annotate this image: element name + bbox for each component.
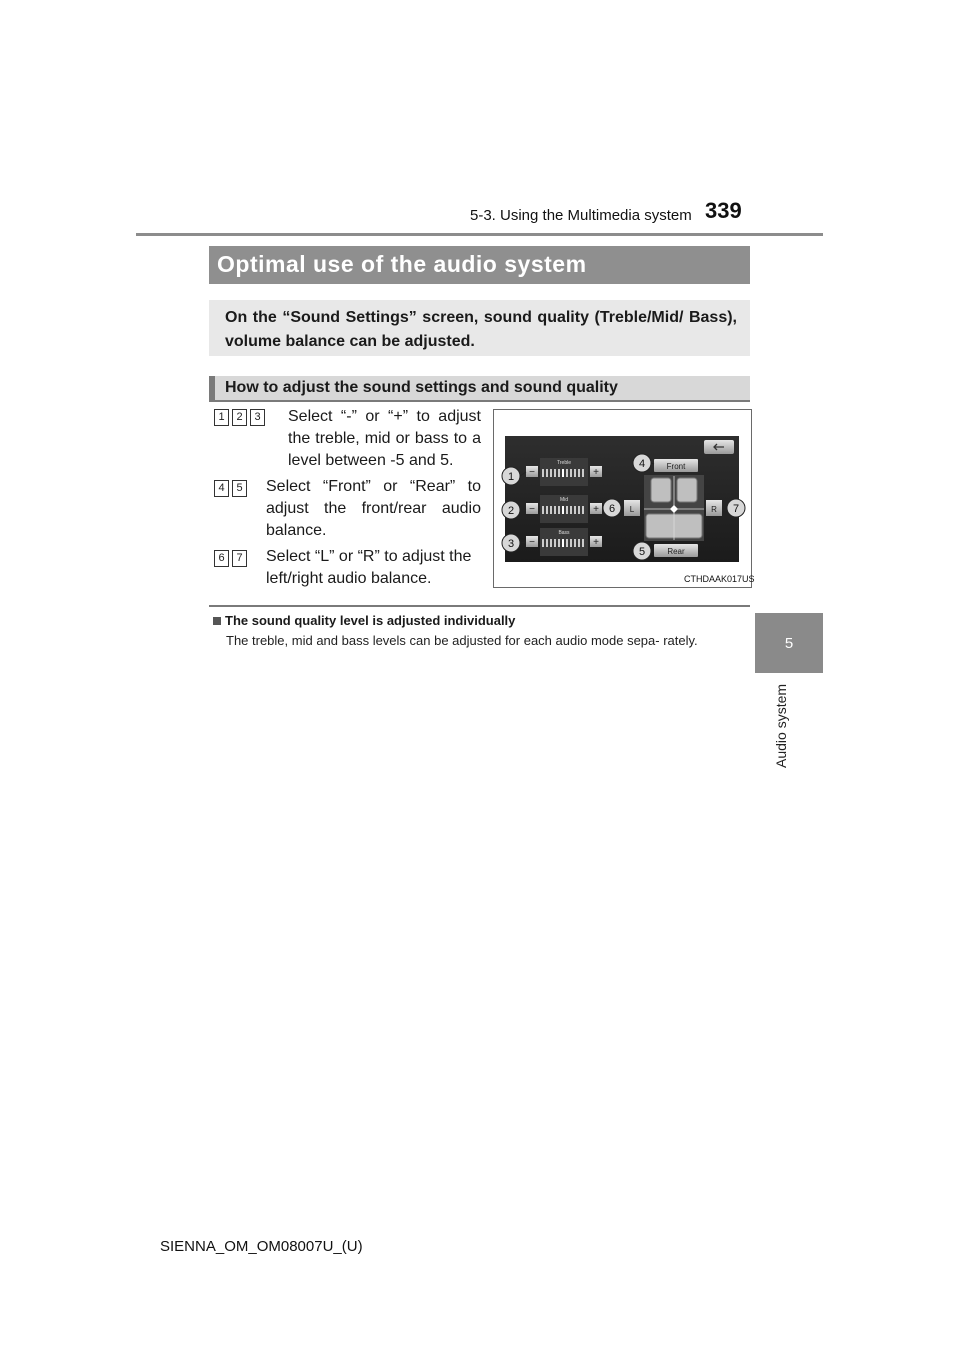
note-title-text: The sound quality level is adjusted individually bbox=[225, 613, 516, 628]
chapter-label-container bbox=[765, 678, 795, 768]
footer-code: SIENNA_OM_OM08007U_(U) bbox=[160, 1238, 363, 1255]
chapter-label: Audio system bbox=[773, 683, 789, 768]
step-number: 4 bbox=[214, 480, 229, 497]
step-numbers-1 bbox=[214, 409, 268, 426]
subheading-accent bbox=[209, 376, 215, 400]
step-number: 5 bbox=[232, 480, 247, 497]
chapter-number: 5 bbox=[784, 634, 794, 652]
bass-minus-label: − bbox=[529, 537, 535, 548]
subheading-text: How to adjust the sound settings and sound quality bbox=[225, 379, 618, 396]
sound-settings-figure bbox=[493, 409, 752, 588]
mid-minus-label: − bbox=[529, 504, 535, 515]
step-number: 7 bbox=[232, 550, 247, 567]
step-number: 3 bbox=[250, 409, 265, 426]
subheading-divider bbox=[209, 400, 750, 402]
mid-label: Mid bbox=[559, 497, 569, 503]
intro-box bbox=[209, 300, 750, 356]
rear-label: Rear bbox=[667, 547, 685, 556]
svg-text:3: 3 bbox=[507, 538, 515, 550]
treble-plus-label: + bbox=[593, 467, 599, 478]
bass-label: Bass bbox=[558, 530, 570, 536]
treble-minus-label: − bbox=[529, 467, 535, 478]
intro-text: On the “Sound Settings” screen, sound quality (Treble/Mid/ Bass), volume balance can be adjusted. bbox=[225, 309, 737, 350]
step-number: 2 bbox=[232, 409, 247, 426]
svg-text:2: 2 bbox=[507, 505, 515, 517]
treble-label: Treble bbox=[557, 460, 571, 466]
svg-text:1: 1 bbox=[507, 471, 515, 483]
section-title-bar bbox=[209, 246, 750, 284]
step-number: 6 bbox=[214, 550, 229, 567]
note-title bbox=[213, 613, 515, 628]
chapter-tab bbox=[755, 613, 823, 673]
step-numbers-3 bbox=[214, 550, 250, 567]
note-divider bbox=[209, 605, 750, 607]
note-text: The treble, mid and bass levels can be adjusted for each audio mode sepa- rately. bbox=[226, 633, 698, 648]
subheading-bar bbox=[209, 376, 750, 400]
page-number: 339 bbox=[705, 198, 742, 223]
figure-caption: CTHDAAK017US bbox=[684, 574, 755, 584]
svg-text:4: 4 bbox=[638, 458, 646, 470]
step-text-3: Select “L” or “R” to adjust the left/right audio balance. bbox=[266, 548, 472, 587]
seat-balance-map bbox=[644, 475, 704, 541]
bass-plus-label: + bbox=[593, 537, 599, 548]
front-label: Front bbox=[666, 462, 686, 471]
mid-plus-label: + bbox=[593, 504, 599, 515]
step-text-1: Select “-” or “+” to adjust the treble, mid or bass to a level between -5 and 5. bbox=[288, 408, 481, 469]
step-text-2: Select “Front” or “Rear” to adjust the front/rear audio balance. bbox=[266, 478, 481, 539]
step-number: 1 bbox=[214, 409, 229, 426]
note-square-icon bbox=[213, 617, 221, 625]
svg-text:7: 7 bbox=[732, 503, 740, 515]
right-label: R bbox=[711, 505, 717, 514]
header-section-title: 5-3. Using the Multimedia system bbox=[470, 207, 692, 224]
left-label: L bbox=[629, 505, 635, 514]
svg-text:5: 5 bbox=[638, 546, 646, 558]
section-title: Optimal use of the audio system bbox=[217, 251, 587, 277]
sound-settings-screen bbox=[494, 410, 751, 587]
svg-text:6: 6 bbox=[608, 503, 616, 515]
step-numbers-2 bbox=[214, 480, 250, 497]
header-divider bbox=[136, 233, 823, 236]
